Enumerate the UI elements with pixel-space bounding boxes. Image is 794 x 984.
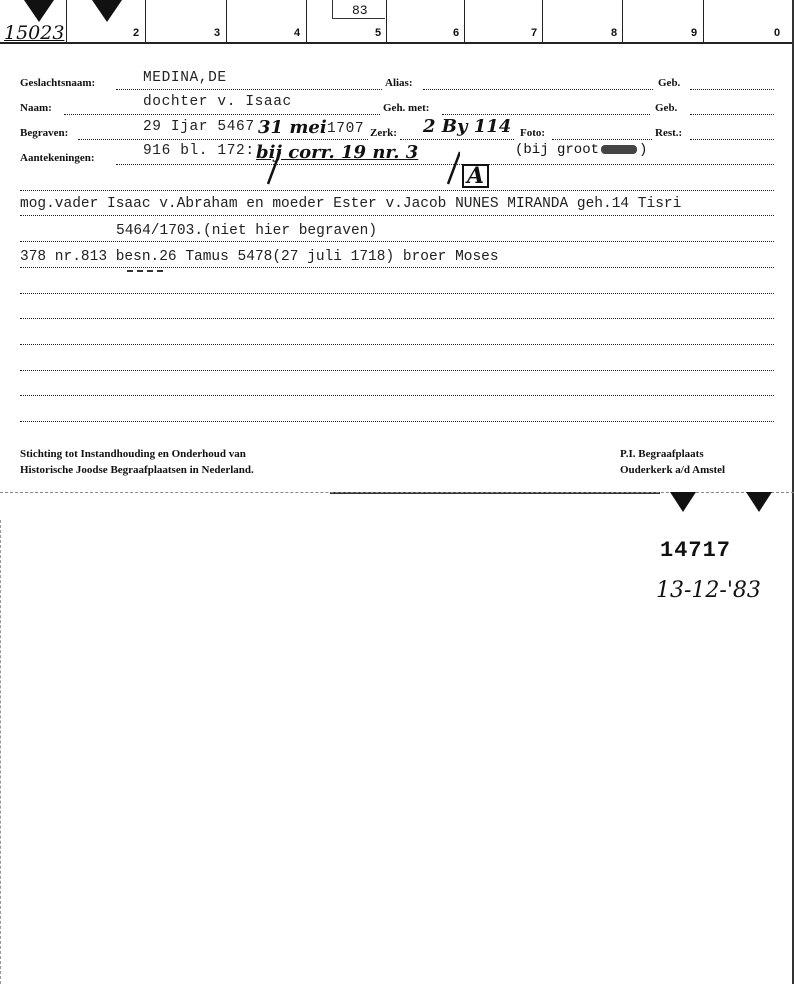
label-alias: Alias: xyxy=(385,77,413,89)
card-top-strip xyxy=(0,0,794,44)
field-begraven-handwritten: 31 mei xyxy=(258,117,327,138)
notch-marker-icon xyxy=(670,492,696,512)
field-line xyxy=(20,215,774,216)
label-geh-met: Geh. met: xyxy=(383,102,430,114)
field-line xyxy=(64,114,380,115)
card-number-handwritten: 15023 xyxy=(4,22,65,44)
column-number: 6 xyxy=(453,27,460,39)
footer-right-line1: P.I. Begraafplaats xyxy=(620,448,704,460)
footer-right xyxy=(620,446,725,478)
column-divider xyxy=(66,0,67,43)
field-line xyxy=(400,139,514,140)
column-number: 9 xyxy=(691,27,698,39)
label-begraven: Begraven: xyxy=(20,127,69,139)
field-line xyxy=(20,344,774,345)
field-line xyxy=(20,318,774,319)
column-divider xyxy=(306,0,307,43)
field-aantekeningen-handwritten: bij corr. 19 nr. 3 xyxy=(256,142,419,163)
footer-right-line2: Ouderkerk a/d Amstel xyxy=(620,464,726,476)
column-number: 7 xyxy=(531,27,538,39)
column-number: 0 xyxy=(774,27,781,39)
field-begraven: 29 Ijar 5467 xyxy=(143,119,255,135)
column-number: 5 xyxy=(375,27,382,39)
column-divider xyxy=(622,0,623,43)
field-naam: dochter v. Isaac xyxy=(143,94,292,110)
field-line xyxy=(20,395,774,396)
note-close: ) xyxy=(639,142,648,158)
notch-marker-icon xyxy=(746,492,772,512)
field-aantekeningen: 916 bl. 172: xyxy=(143,143,255,159)
label-rest: Rest.: xyxy=(655,127,683,139)
top-typed-number: 83 xyxy=(352,3,368,18)
field-line xyxy=(20,370,774,371)
field-geslachtsnaam: MEDINA,DE xyxy=(143,70,227,86)
label-zerk: Zerk: xyxy=(370,127,397,139)
notch-marker-icon xyxy=(92,0,122,22)
field-begraven-year: 1707 xyxy=(327,121,365,137)
column-number: 8 xyxy=(611,27,618,39)
field-line xyxy=(20,190,774,191)
pen-stroke-icon xyxy=(260,150,460,190)
scan-edge xyxy=(0,520,2,984)
label-naam: Naam: xyxy=(20,102,52,114)
field-line xyxy=(423,89,653,90)
column-divider xyxy=(226,0,227,43)
column-divider xyxy=(145,0,146,43)
note-line-2: 5464/1703.(niet hier begraven) xyxy=(116,223,378,239)
footer-left-line2: Historische Joodse Begraafplaatsen in Nederland. xyxy=(20,464,254,476)
stamp-number: 14717 xyxy=(660,538,732,563)
field-aantekeningen-note xyxy=(515,142,647,158)
note-line-1: mog.vader Isaac v.Abraham en moeder Ester v.Jacob NUNES MIRANDA geh.14 Tisri xyxy=(20,196,682,212)
underline-mark xyxy=(127,270,163,272)
field-line xyxy=(116,89,382,90)
field-line xyxy=(20,421,774,422)
field-line xyxy=(20,267,774,268)
field-line xyxy=(552,139,652,140)
scribble-mark xyxy=(601,145,637,154)
handwritten-mark-a: A xyxy=(462,164,489,188)
field-line xyxy=(690,139,774,140)
label-aantekeningen: Aantekeningen: xyxy=(20,152,95,164)
notch-marker-icon xyxy=(24,0,54,22)
column-number: 3 xyxy=(214,27,221,39)
column-divider xyxy=(464,0,465,43)
footer-left-line1: Stichting tot Instandhouding en Onderhoud van xyxy=(20,448,246,460)
column-divider xyxy=(703,0,704,43)
column-divider xyxy=(386,0,387,43)
label-foto: Foto: xyxy=(520,127,546,139)
column-divider xyxy=(542,0,543,43)
footer-left xyxy=(20,446,254,478)
field-line xyxy=(442,114,650,115)
note-line-3: 378 nr.813 besn.26 Tamus 5478(27 juli 1718) broer Moses xyxy=(20,249,499,265)
label-geslachtsnaam: Geslachtsnaam: xyxy=(20,77,96,89)
top-border xyxy=(0,42,794,44)
stamp-date: 13-12-'83 xyxy=(656,578,761,603)
note-text: (bij groot xyxy=(515,142,600,158)
column-number: 4 xyxy=(294,27,301,39)
field-line xyxy=(20,241,774,242)
field-line xyxy=(690,89,774,90)
field-line xyxy=(20,293,774,294)
label-geb: Geb. xyxy=(658,77,681,89)
field-line xyxy=(690,114,774,115)
field-zerk-handwritten: 2 By 114 xyxy=(423,116,512,137)
field-line xyxy=(78,139,368,140)
label-geb: Geb. xyxy=(655,102,678,114)
column-number: 2 xyxy=(133,27,140,39)
